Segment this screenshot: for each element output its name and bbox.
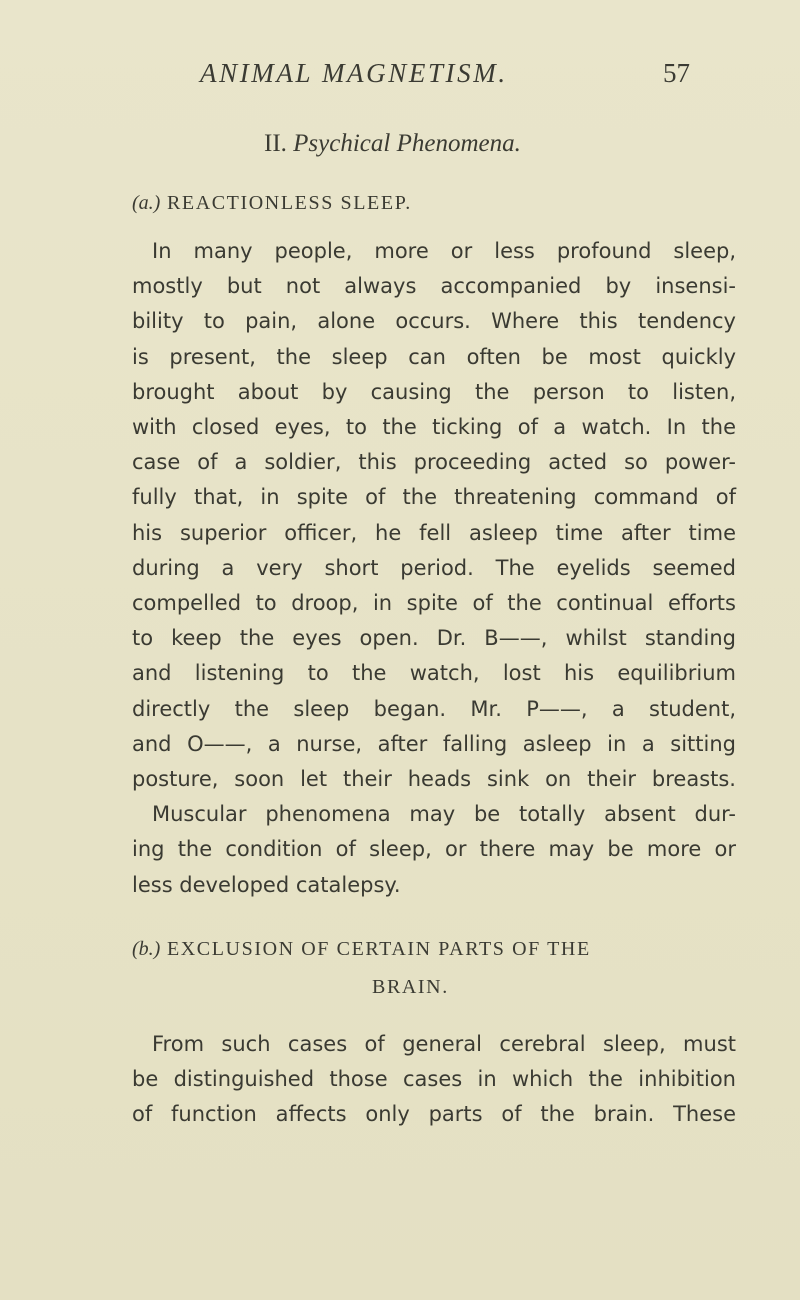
page-number: 57: [663, 58, 690, 88]
running-head: [0, 52, 800, 92]
paragraph-line: of function affects only parts of the brain. These: [132, 1102, 736, 1127]
paragraph-line: mostly but not always accompanied by insensi-: [132, 274, 736, 299]
section-number: II.: [264, 130, 287, 157]
paragraph-line: during a very short period. The eyelids seemed: [132, 555, 736, 580]
paragraph-line: brought about by causing the person to listen,: [132, 379, 736, 404]
paragraph-line: with closed eyes, to the ticking of a watch. In the: [132, 415, 736, 440]
running-title: ANIMAL MAGNETISM.: [200, 58, 508, 88]
paragraph-line: fully that, in spite of the threatening command of: [132, 485, 736, 510]
paragraph-line: bility to pain, alone occurs. Where this tendency: [132, 309, 736, 334]
subsection-b-title-line1: EXCLUSION OF CERTAIN PARTS OF THE: [166, 938, 591, 960]
paragraph-2: [132, 1027, 736, 1133]
paragraph-line: posture, soon let their heads sink on their breasts.: [132, 767, 736, 792]
paragraph-line: be distinguished those cases in which the inhibition: [132, 1067, 736, 1092]
subsection-a-marker: (a.): [132, 192, 161, 214]
paragraph-line: to keep the eyes open. Dr. B——, whilst standing: [132, 626, 736, 651]
paragraph-line: Muscular phenomena may be totally absent dur-: [152, 802, 736, 827]
paragraph-1: [132, 234, 736, 903]
subsection-a-heading: [132, 192, 412, 215]
paragraph-line: less developed catalepsy.: [132, 872, 401, 897]
paragraph-line: In many people, more or less profound sleep,: [152, 239, 736, 263]
section-title: Psychical Phenomena.: [293, 130, 521, 157]
paragraph-line: From such cases of general cerebral sleep, must: [152, 1032, 736, 1056]
paragraph-line: his superior officer, he fell asleep time after time: [132, 520, 736, 545]
subsection-a-title: REACTIONLESS SLEEP.: [166, 192, 412, 214]
paragraph-line: and O——, a nurse, after falling asleep in a sitting: [132, 731, 736, 756]
section-heading: [264, 130, 521, 158]
subsection-b-title-line2: BRAIN.: [372, 976, 449, 998]
paragraph-line: is present, the sleep can often be most quickly: [132, 344, 736, 369]
paragraph-line: case of a soldier, this proceeding acted so power-: [132, 450, 736, 475]
paragraph-line: directly the sleep began. Mr. P——, a student,: [132, 696, 736, 721]
paragraph-line: and listening to the watch, lost his equilibrium: [132, 661, 736, 686]
paragraph-line: ing the condition of sleep, or there may be more or: [132, 837, 736, 862]
subsection-b-marker: (b.): [132, 938, 161, 960]
paragraph-line: compelled to droop, in spite of the continual efforts: [132, 591, 736, 616]
subsection-b-heading: [132, 930, 732, 1006]
